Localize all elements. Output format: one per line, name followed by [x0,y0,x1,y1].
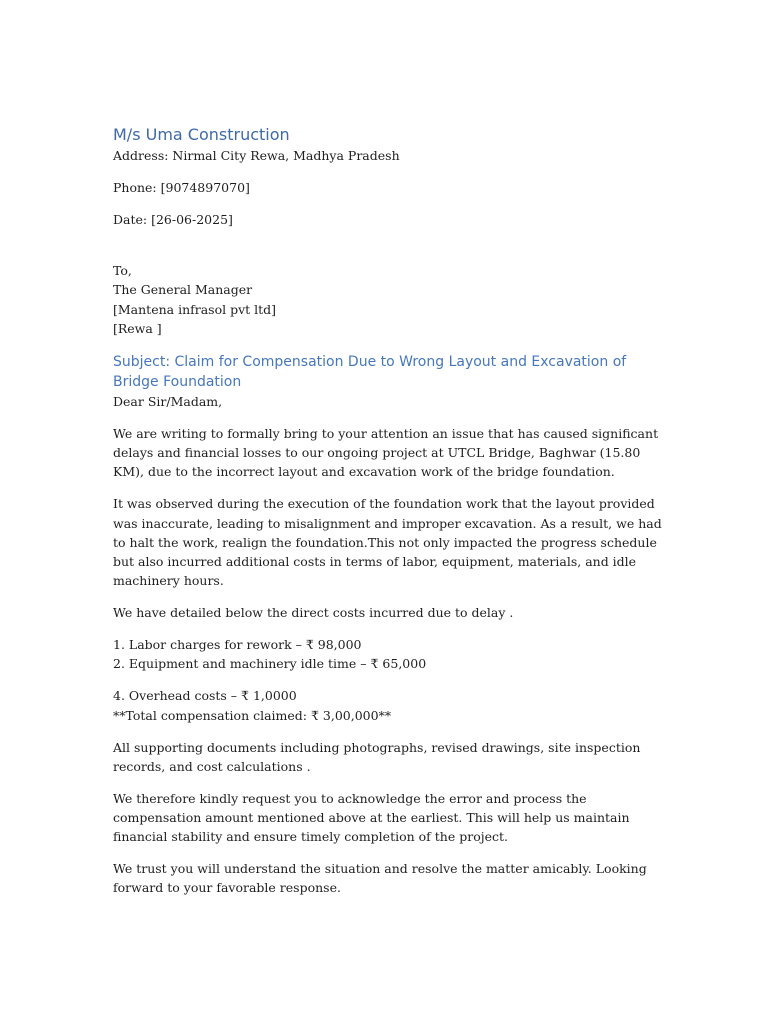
recipient-to: To, [113,263,132,279]
body-paragraph-3: We have detailed below the direct costs incurred due to delay . [113,605,514,621]
sender-address: Address: Nirmal City Rewa, Madhya Pradesh [113,148,400,163]
sender-phone: Phone: [9074897070] [113,180,250,195]
cost-item-1: 1. Labor charges for rework – ₹ 98,000 [113,637,362,653]
letter-page [113,124,673,898]
cost-total: **Total compensation claimed: ₹ 3,00,000** [113,707,392,723]
closing-paragraph-3: We trust you will understand the situation and resolve the matter amicably. Looking forward to your favorable response. [113,861,647,896]
letter-date: Date: [26-06-2025] [113,212,233,227]
cost-item-4: 4. Overhead costs – ₹ 1,0000 [113,688,297,704]
body-paragraph-2: It was observed during the execution of the foundation work that the layout provided was inaccurate, leading to misalignment and improper excavation. As a result, we had to halt the work, realign the foundation.This not only impacted the progress schedule but also incurred additional costs in terms of labor, equipment, materials, and idle machinery hours. [113,496,662,589]
closing-paragraph-1: All supporting documents including photographs, revised drawings, site inspection records, and cost calculations . [113,739,641,774]
company-name: M/s Uma Construction [113,125,290,144]
recipient-title: The General Manager [113,282,253,298]
cost-item-2: 2. Equipment and machinery idle time – ₹ 65,000 [113,656,427,672]
subject-heading: Subject: Claim for Compensation Due to Wrong Layout and Excavation of Bridge Foundation [113,354,627,391]
body-paragraph-1: We are writing to formally bring to your attention an issue that has caused significant delays and financial losses to our ongoing project at UTCL Bridge, Baghwar (15.80 KM), due to the incorrect layout and excavation work of the bridge foundation. [113,426,659,480]
salutation: Dear Sir/Madam, [113,394,223,410]
recipient-city: [Rewa ] [113,320,162,336]
recipient-company: [Mantena infrasol pvt ltd] [113,301,277,317]
closing-paragraph-2: We therefore kindly request you to acknowledge the error and process the compensation amount mentioned above at the earliest. This will help us maintain financial stability and ensure timely completion of the project. [113,790,630,845]
